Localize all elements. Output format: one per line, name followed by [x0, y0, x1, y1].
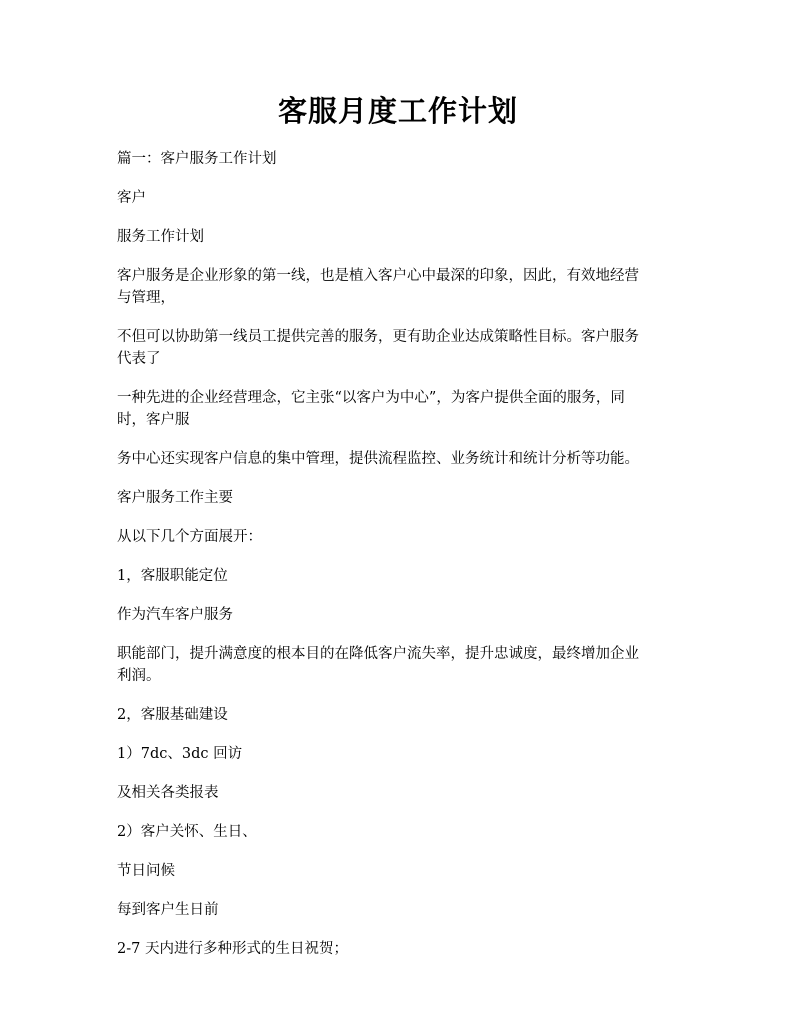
document-body: [117, 148, 682, 977]
paragraph-18: 每到客户生日前: [117, 902, 219, 918]
paragraph-17: 节日问候: [117, 863, 175, 879]
paragraph-11: 作为汽车客户服务: [117, 607, 233, 623]
paragraph-9: 从以下几个方面展开：: [117, 529, 262, 545]
paragraph-16: 2）客户关怀、生日、: [117, 824, 257, 840]
paragraph-12: 职能部门，提升满意度的根本目的在降低客户流失率，提升忠诚度，最终增加企业 利润。: [117, 646, 639, 684]
paragraph-1: 篇一：客户服务工作计划: [117, 151, 277, 167]
paragraph-19: 2-7 天内进行多种形式的生日祝贺；: [117, 941, 348, 957]
paragraph-3: 服务工作计划: [117, 229, 204, 245]
document-title: 客服月度工作计划: [277, 94, 518, 128]
paragraph-7: 务中心还实现客户信息的集中管理，提供流程监控、业务统计和统计分析等功能。: [117, 451, 639, 467]
paragraph-2: 客户: [117, 190, 146, 206]
paragraph-8: 客户服务工作主要: [117, 490, 233, 506]
paragraph-13: 2，客服基础建设: [117, 707, 228, 723]
paragraph-15: 及相关各类报表: [117, 785, 219, 801]
paragraph-10: 1，客服职能定位: [117, 568, 228, 584]
paragraph-4: 客户服务是企业形象的第一线，也是植入客户心中最深的印象，因此，有效地经营 与管理，: [117, 268, 639, 306]
paragraph-14: 1）7dc、3dc 回访: [117, 746, 243, 762]
paragraph-6: 一种先进的企业经营理念，它主张“以客户为中心”，为客户提供全面的服务，同 时，客户服: [117, 390, 625, 428]
paragraph-5: 不但可以协助第一线员工提供完善的服务，更有助企业达成策略性目标。客户服务 代表了: [117, 329, 639, 367]
